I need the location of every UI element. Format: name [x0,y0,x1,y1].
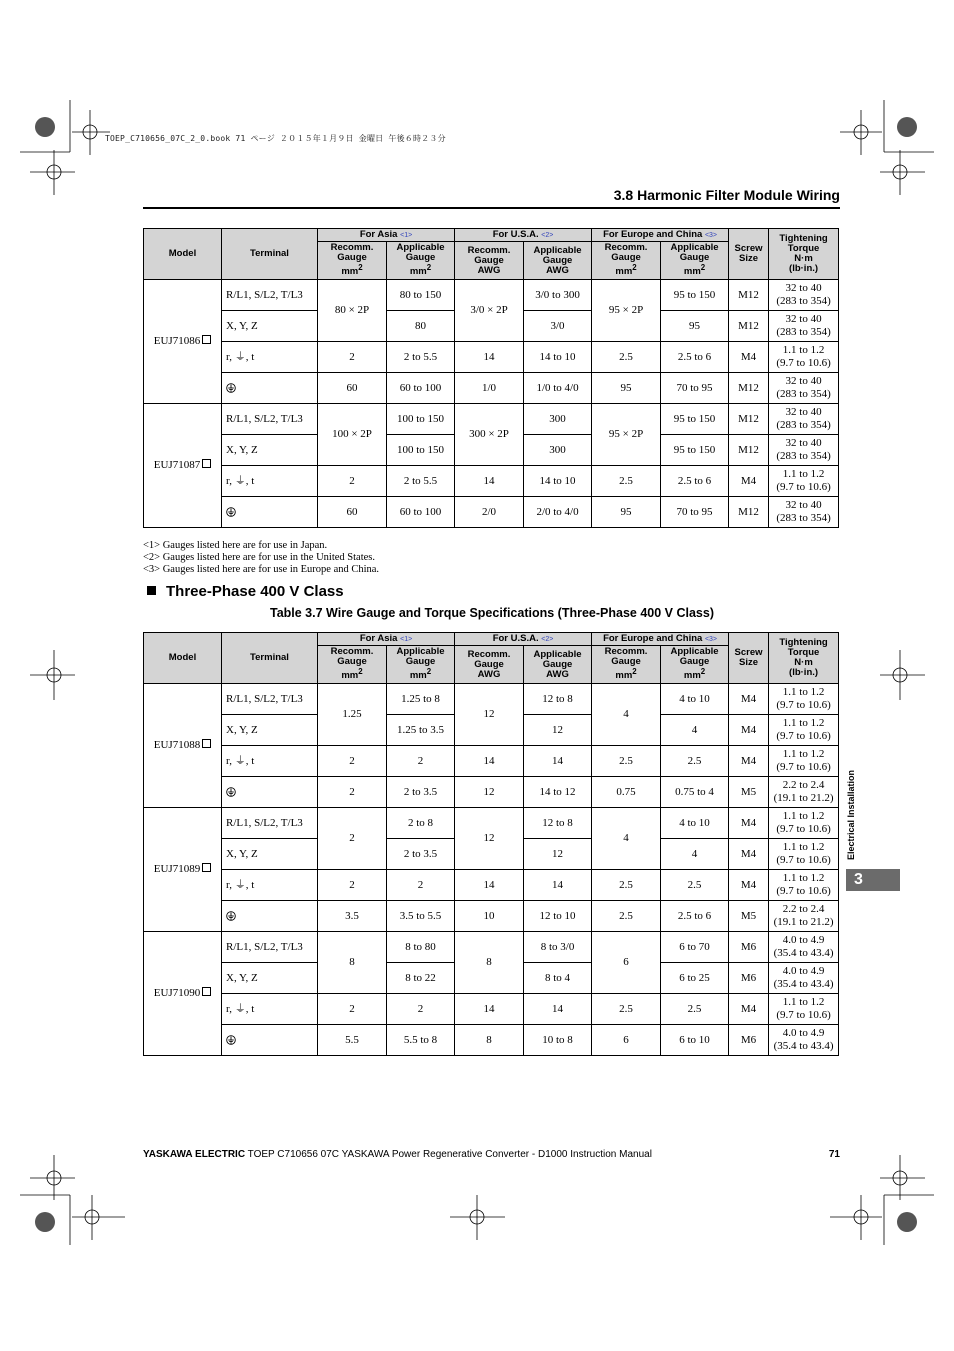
asia-recomm-cell: 8 [318,932,387,994]
terminal-cell: R/L1, S/L2, T/L3 [222,404,318,435]
torque-cell: 1.1 to 1.2 (9.7 to 10.6) [769,342,839,373]
asia-applicable-cell: 8 to 22 [387,963,455,994]
footnotes [143,540,379,576]
table-row [144,404,839,435]
registration-dot-icon [897,1212,917,1232]
eu-recomm-cell: 95 [592,373,661,404]
screw-size-cell: M12 [729,373,769,404]
eu-applicable-cell: 70 to 95 [661,497,729,528]
section-title: 3.8 Harmonic Filter Module Wiring [613,187,840,203]
table-row [144,901,839,932]
eu-recomm-cell: 6 [592,932,661,994]
header-usa: For U.S.A. <2> [455,633,592,646]
header-applicable-awg: Applicable Gauge AWG [524,242,592,280]
eu-recomm-cell: 4 [592,808,661,870]
header-recomm-awg: Recomm. Gauge AWG [455,242,524,280]
header-applicable-mm2: Applicable Gauge $mm^2$ [387,242,455,280]
torque-cell: 32 to 40 (283 to 354) [769,435,839,466]
torque-cell: 1.1 to 1.2 (9.7 to 10.6) [769,839,839,870]
usa-recomm-cell: 1/0 [455,373,524,404]
usa-recomm-cell: 14 [455,994,524,1025]
eu-applicable-cell: 95 to 150 [661,404,729,435]
terminal-cell: X, Y, Z [222,435,318,466]
torque-cell: 32 to 40 (283 to 354) [769,311,839,342]
screw-size-cell: M4 [729,684,769,715]
screw-size-cell: M6 [729,1025,769,1056]
screw-size-cell: M5 [729,777,769,808]
terminal-cell [222,373,318,404]
header-asia: For Asia <1> [318,633,455,646]
usa-applicable-cell: 300 [524,404,592,435]
terminal-cell: r, ⏚, t [222,870,318,901]
screw-size-cell: M12 [729,497,769,528]
placeholder-box-icon [202,739,211,748]
placeholder-box-icon [202,987,211,996]
usa-recomm-cell: 300 × 2P [455,404,524,466]
terminal-cell: X, Y, Z [222,839,318,870]
eu-applicable-cell: 6 to 25 [661,963,729,994]
usa-recomm-cell: 10 [455,901,524,932]
header-terminal: Terminal [222,633,318,684]
asia-recomm-cell: 2 [318,994,387,1025]
asia-applicable-cell: 80 [387,311,455,342]
asia-recomm-cell: 60 [318,497,387,528]
eu-applicable-cell: 95 to 150 [661,435,729,466]
placeholder-box-icon [202,459,211,468]
asia-recomm-cell: 100 × 2P [318,404,387,466]
header-torque: Tightening Torque N·m (lb·in.) [769,229,839,280]
usa-recomm-cell: 12 [455,684,524,746]
usa-applicable-cell: 14 to 10 [524,342,592,373]
terminal-cell: R/L1, S/L2, T/L3 [222,808,318,839]
eu-recomm-cell: 2.5 [592,901,661,932]
model-cell: EUJ71090 [144,932,222,1056]
terminal-cell: R/L1, S/L2, T/L3 [222,932,318,963]
eu-recomm-cell: 95 × 2P [592,404,661,466]
asia-recomm-cell: 2 [318,808,387,870]
eu-recomm-cell: 2.5 [592,994,661,1025]
usa-recomm-cell: 3/0 × 2P [455,280,524,342]
screw-size-cell: M6 [729,932,769,963]
asia-applicable-cell: 100 to 150 [387,404,455,435]
eu-recomm-cell: 95 [592,497,661,528]
torque-cell: 1.1 to 1.2 (9.7 to 10.6) [769,684,839,715]
torque-cell: 1.1 to 1.2 (9.7 to 10.6) [769,870,839,901]
eu-applicable-cell: 4 to 10 [661,684,729,715]
torque-cell: 2.2 to 2.4 (19.1 to 21.2) [769,901,839,932]
eu-applicable-cell: 2.5 to 6 [661,466,729,497]
subheading: Three-Phase 400 V Class [147,583,344,600]
asia-recomm-cell: 5.5 [318,1025,387,1056]
usa-recomm-cell: 14 [455,870,524,901]
asia-applicable-cell: 2 to 3.5 [387,839,455,870]
torque-cell: 1.1 to 1.2 (9.7 to 10.6) [769,746,839,777]
header-model: Model [144,633,222,684]
asia-applicable-cell: 100 to 150 [387,435,455,466]
header-terminal: Terminal [222,229,318,280]
header-screw-size: Screw Size [729,229,769,280]
eu-recomm-cell: 6 [592,1025,661,1056]
screw-size-cell: M4 [729,870,769,901]
eu-applicable-cell: 6 to 10 [661,1025,729,1056]
usa-applicable-cell: 12 to 8 [524,684,592,715]
usa-recomm-cell: 2/0 [455,497,524,528]
table-row [144,808,839,839]
table-row [144,466,839,497]
eu-applicable-cell: 95 [661,311,729,342]
eu-recomm-cell: 0.75 [592,777,661,808]
torque-cell: 32 to 40 (283 to 354) [769,404,839,435]
torque-cell: 2.2 to 2.4 (19.1 to 21.2) [769,777,839,808]
header-asia: For Asia <1> [318,229,455,242]
asia-applicable-cell: 60 to 100 [387,373,455,404]
table-row [144,932,839,963]
screw-size-cell: M4 [729,839,769,870]
registration-dot-icon [35,117,55,137]
asia-applicable-cell: 60 to 100 [387,497,455,528]
eu-applicable-cell: 6 to 70 [661,932,729,963]
torque-cell: 32 to 40 (283 to 354) [769,497,839,528]
ground-icon [226,911,236,921]
screw-size-cell: M6 [729,963,769,994]
terminal-cell: R/L1, S/L2, T/L3 [222,684,318,715]
eu-applicable-cell: 0.75 to 4 [661,777,729,808]
model-cell: EUJ71088 [144,684,222,808]
usa-recomm-cell: 8 [455,932,524,994]
table-row [144,684,839,715]
header-applicable-mm2: Applicable Gauge $mm^2$ [387,646,455,684]
asia-applicable-cell: 1.25 to 8 [387,684,455,715]
usa-applicable-cell: 14 to 10 [524,466,592,497]
asia-applicable-cell: 2 to 5.5 [387,342,455,373]
usa-applicable-cell: 3/0 to 300 [524,280,592,311]
placeholder-box-icon [202,335,211,344]
footnote: <1> Gauges listed here are for use in Japan. [143,540,328,551]
asia-applicable-cell: 2 to 3.5 [387,777,455,808]
table-row [144,373,839,404]
chapter-tab-number: 3 [846,869,900,891]
table-body [144,684,839,1056]
model-cell: EUJ71087 [144,404,222,528]
asia-recomm-cell: 2 [318,466,387,497]
screw-size-cell: M4 [729,715,769,746]
terminal-cell: X, Y, Z [222,963,318,994]
torque-cell: 1.1 to 1.2 (9.7 to 10.6) [769,994,839,1025]
usa-recomm-cell: 12 [455,808,524,870]
placeholder-box-icon [202,863,211,872]
asia-applicable-cell: 2 [387,870,455,901]
screw-size-cell: M5 [729,901,769,932]
table-row [144,280,839,311]
table-row [144,497,839,528]
header-applicable-mm2-eu: Applicable Gauge $mm^2$ [661,646,729,684]
header-screw-size: Screw Size [729,633,769,684]
torque-cell: 1.1 to 1.2 (9.7 to 10.6) [769,715,839,746]
screw-size-cell: M4 [729,994,769,1025]
screw-size-cell: M12 [729,280,769,311]
usa-applicable-cell: 12 to 8 [524,808,592,839]
screw-size-cell: M4 [729,466,769,497]
model-cell: EUJ71086 [144,280,222,404]
wire-gauge-table-200v [143,228,839,528]
torque-cell: 1.1 to 1.2 (9.7 to 10.6) [769,466,839,497]
torque-cell: 1.1 to 1.2 (9.7 to 10.6) [769,808,839,839]
terminal-cell: X, Y, Z [222,715,318,746]
eu-applicable-cell: 4 to 10 [661,808,729,839]
terminal-cell: R/L1, S/L2, T/L3 [222,280,318,311]
table-body [144,280,839,528]
terminal-cell: r, ⏚, t [222,466,318,497]
usa-applicable-cell: 14 [524,994,592,1025]
asia-recomm-cell: 2 [318,777,387,808]
usa-applicable-cell: 1/0 to 4/0 [524,373,592,404]
asia-applicable-cell: 8 to 80 [387,932,455,963]
terminal-cell: X, Y, Z [222,311,318,342]
terminal-cell [222,1025,318,1056]
eu-recomm-cell: 95 × 2P [592,280,661,342]
header-usa: For U.S.A. <2> [455,229,592,242]
terminal-cell [222,497,318,528]
torque-cell: 4.0 to 4.9 (35.4 to 43.4) [769,1025,839,1056]
usa-applicable-cell: 300 [524,435,592,466]
chapter-tab-label: Electrical Installation [846,770,856,861]
asia-recomm-cell: 2 [318,746,387,777]
asia-applicable-cell: 2 to 5.5 [387,466,455,497]
usa-applicable-cell: 14 [524,746,592,777]
asia-applicable-cell: 3.5 to 5.5 [387,901,455,932]
screw-size-cell: M4 [729,342,769,373]
ground-icon [226,507,236,517]
terminal-cell [222,901,318,932]
usa-applicable-cell: 14 to 12 [524,777,592,808]
usa-recomm-cell: 8 [455,1025,524,1056]
screw-size-cell: M12 [729,435,769,466]
header-model: Model [144,229,222,280]
asia-applicable-cell: 2 [387,746,455,777]
header-recomm-mm2-eu: Recomm. Gauge $mm^2$ [592,646,661,684]
asia-applicable-cell: 1.25 to 3.5 [387,715,455,746]
terminal-cell: r, ⏚, t [222,342,318,373]
page-number: 71 [828,1149,840,1160]
eu-applicable-cell: 4 [661,839,729,870]
asia-applicable-cell: 2 to 8 [387,808,455,839]
table-row [144,870,839,901]
usa-applicable-cell: 3/0 [524,311,592,342]
footer: YASKAWA ELECTRIC TOEP C710656 07C YASKAWA Power Regenerative Converter - D1000 Instruction Manual [143,1149,652,1160]
ground-icon [226,383,236,393]
usa-applicable-cell: 12 [524,715,592,746]
usa-recomm-cell: 14 [455,746,524,777]
model-cell: EUJ71089 [144,808,222,932]
terminal-cell: r, ⏚, t [222,746,318,777]
header-recomm-awg: Recomm. Gauge AWG [455,646,524,684]
eu-applicable-cell: 2.5 [661,870,729,901]
header-applicable-mm2-eu: Applicable Gauge $mm^2$ [661,242,729,280]
bullet-square-icon [147,586,156,595]
table-row [144,746,839,777]
terminal-cell: r, ⏚, t [222,994,318,1025]
table-row [144,342,839,373]
asia-recomm-cell: 3.5 [318,901,387,932]
eu-applicable-cell: 70 to 95 [661,373,729,404]
asia-recomm-cell: 2 [318,342,387,373]
usa-applicable-cell: 8 to 4 [524,963,592,994]
registration-dot-icon [897,117,917,137]
usa-recomm-cell: 12 [455,777,524,808]
torque-cell: 4.0 to 4.9 (35.4 to 43.4) [769,932,839,963]
torque-cell: 32 to 40 (283 to 354) [769,373,839,404]
header-recomm-mm2: Recomm. Gauge $mm^2$ [318,646,387,684]
terminal-cell [222,777,318,808]
eu-applicable-cell: 2.5 [661,746,729,777]
footnote: <3> Gauges listed here are for use in Europe and China. [143,564,380,575]
asia-applicable-cell: 2 [387,994,455,1025]
torque-cell: 32 to 40 (283 to 354) [769,280,839,311]
header-torque: Tightening Torque N·m (lb·in.) [769,633,839,684]
screw-size-cell: M12 [729,404,769,435]
eu-recomm-cell: 2.5 [592,870,661,901]
header-recomm-mm2-eu: Recomm. Gauge $mm^2$ [592,242,661,280]
wire-gauge-table-400v [143,632,839,1056]
table-row [144,994,839,1025]
usa-applicable-cell: 12 to 10 [524,901,592,932]
table-row [144,1025,839,1056]
screw-size-cell: M4 [729,746,769,777]
eu-recomm-cell: 4 [592,684,661,746]
usa-applicable-cell: 14 [524,870,592,901]
asia-recomm-cell: 60 [318,373,387,404]
ground-icon [226,787,236,797]
eu-applicable-cell: 95 to 150 [661,280,729,311]
eu-recomm-cell: 2.5 [592,466,661,497]
eu-applicable-cell: 2.5 [661,994,729,1025]
eu-recomm-cell: 2.5 [592,746,661,777]
footnote: <2> Gauges listed here are for use in the United States. [143,552,375,563]
eu-applicable-cell: 4 [661,715,729,746]
crop-text: TOEP_C710656_07C_2_0.book 71 ページ ２０１５年１月９日 金曜日 午後６時２３分 [105,134,446,143]
torque-cell: 4.0 to 4.9 (35.4 to 43.4) [769,963,839,994]
asia-recomm-cell: 1.25 [318,684,387,746]
eu-applicable-cell: 2.5 to 6 [661,342,729,373]
registration-dot-icon [35,1212,55,1232]
asia-applicable-cell: 5.5 to 8 [387,1025,455,1056]
header-recomm-mm2: Recomm. Gauge $mm^2$ [318,242,387,280]
header-rule [143,207,840,209]
usa-recomm-cell: 14 [455,466,524,497]
header-eu: For Europe and China <3> [592,229,729,242]
usa-applicable-cell: 10 to 8 [524,1025,592,1056]
table-row [144,777,839,808]
header-eu: For Europe and China <3> [592,633,729,646]
eu-recomm-cell: 2.5 [592,342,661,373]
usa-applicable-cell: 8 to 3/0 [524,932,592,963]
usa-recomm-cell: 14 [455,342,524,373]
screw-size-cell: M12 [729,311,769,342]
asia-recomm-cell: 80 × 2P [318,280,387,342]
table-caption: Table 3.7 Wire Gauge and Torque Specifications (Three-Phase 400 V Class) [269,606,714,620]
usa-applicable-cell: 12 [524,839,592,870]
asia-recomm-cell: 2 [318,870,387,901]
header-applicable-awg: Applicable Gauge AWG [524,646,592,684]
eu-applicable-cell: 2.5 to 6 [661,901,729,932]
asia-applicable-cell: 80 to 150 [387,280,455,311]
ground-icon [226,1035,236,1045]
screw-size-cell: M4 [729,808,769,839]
usa-applicable-cell: 2/0 to 4/0 [524,497,592,528]
